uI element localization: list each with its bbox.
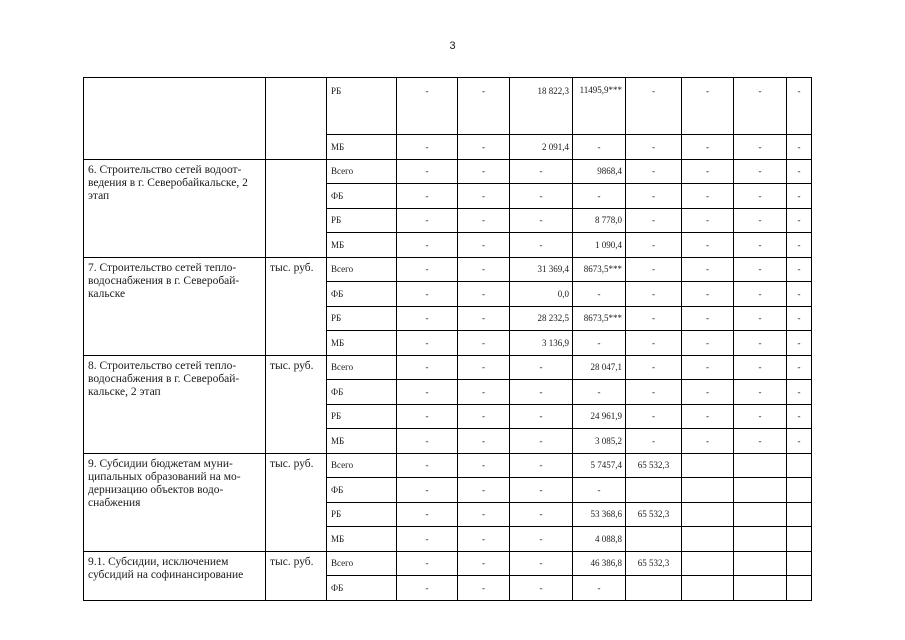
value-cell: -	[458, 135, 510, 160]
value-cell	[734, 478, 787, 503]
value-cell: -	[458, 429, 510, 454]
measure-name-cell	[84, 78, 266, 160]
table-row	[84, 453, 812, 478]
funding-source-cell: Всего	[327, 453, 397, 478]
value-cell: -	[682, 355, 734, 380]
value-cell: 3 085,2	[573, 429, 626, 454]
value-cell	[734, 576, 787, 601]
value-cell: -	[626, 184, 682, 209]
measure-name-cell: 7. Строительство сетей тепло-водоснабжения в г. Северобай-кальске	[84, 257, 266, 355]
value-cell: 8673,5***	[573, 306, 626, 331]
value-cell: -	[682, 429, 734, 454]
value-cell	[734, 502, 787, 527]
value-cell: -	[682, 380, 734, 405]
value-cell: -	[397, 527, 458, 552]
unit-cell: тыс. руб.	[266, 355, 327, 453]
value-cell: -	[787, 306, 812, 331]
value-cell: -	[787, 208, 812, 233]
value-cell: -	[458, 306, 510, 331]
value-cell: -	[787, 159, 812, 184]
funding-source-cell: РБ	[327, 502, 397, 527]
value-cell: -	[626, 429, 682, 454]
value-cell: -	[787, 429, 812, 454]
value-cell: -	[397, 233, 458, 258]
funding-source-cell: МБ	[327, 135, 397, 160]
value-cell: 2 091,4	[510, 135, 573, 160]
value-cell: 4 088,8	[573, 527, 626, 552]
value-cell: -	[458, 404, 510, 429]
value-cell: -	[573, 135, 626, 160]
value-cell: 65 532,3	[626, 551, 682, 576]
value-cell: -	[626, 282, 682, 307]
value-cell: -	[682, 78, 734, 135]
funding-source-cell: МБ	[327, 331, 397, 356]
value-cell: -	[510, 527, 573, 552]
value-cell: -	[787, 282, 812, 307]
value-cell: -	[682, 404, 734, 429]
value-cell: -	[458, 576, 510, 601]
value-cell: -	[734, 233, 787, 258]
value-cell: 18 822,3	[510, 78, 573, 135]
value-cell: -	[397, 355, 458, 380]
value-cell: -	[626, 233, 682, 258]
value-cell: 28 047,1	[573, 355, 626, 380]
funding-source-cell: МБ	[327, 527, 397, 552]
value-cell	[626, 576, 682, 601]
funding-source-cell: МБ	[327, 233, 397, 258]
value-cell: -	[510, 159, 573, 184]
measure-name-cell: 9. Субсидии бюджетам муни-ципальных образований на мо-дернизацию объектов водо-снабжения	[84, 453, 266, 551]
value-cell: -	[626, 355, 682, 380]
value-cell: -	[397, 306, 458, 331]
table-row	[84, 78, 812, 135]
value-cell: -	[458, 233, 510, 258]
value-cell: -	[397, 502, 458, 527]
value-cell: -	[787, 331, 812, 356]
budget-table	[83, 77, 812, 601]
value-cell: -	[458, 78, 510, 135]
value-cell: -	[626, 135, 682, 160]
funding-source-cell: ФБ	[327, 282, 397, 307]
value-cell: -	[682, 208, 734, 233]
table-row	[84, 551, 812, 576]
value-cell: -	[458, 478, 510, 503]
value-cell: -	[458, 355, 510, 380]
value-cell: -	[734, 135, 787, 160]
value-cell: -	[734, 257, 787, 282]
value-cell: -	[397, 257, 458, 282]
value-cell	[682, 453, 734, 478]
funding-source-cell: РБ	[327, 208, 397, 233]
value-cell: -	[458, 380, 510, 405]
value-cell: -	[397, 380, 458, 405]
funding-source-cell: ФБ	[327, 576, 397, 601]
value-cell: -	[458, 502, 510, 527]
value-cell	[626, 478, 682, 503]
value-cell: -	[626, 380, 682, 405]
funding-source-cell: ФБ	[327, 184, 397, 209]
value-cell: -	[682, 159, 734, 184]
page-number: 3	[449, 40, 456, 52]
table-row	[84, 355, 812, 380]
value-cell: 5 7457,4	[573, 453, 626, 478]
value-cell: -	[573, 380, 626, 405]
value-cell: -	[458, 551, 510, 576]
value-cell	[682, 527, 734, 552]
value-cell: -	[787, 78, 812, 135]
measure-name-cell: 6. Строительство сетей водоот-ведения в г. Северобайкальске, 2 этап	[84, 159, 266, 257]
value-cell: 24 961,9	[573, 404, 626, 429]
value-cell: -	[734, 208, 787, 233]
value-cell: -	[510, 380, 573, 405]
value-cell: 31 369,4	[510, 257, 573, 282]
value-cell: -	[397, 135, 458, 160]
value-cell: -	[397, 159, 458, 184]
value-cell: -	[787, 184, 812, 209]
value-cell	[682, 551, 734, 576]
value-cell: -	[573, 331, 626, 356]
value-cell: -	[682, 233, 734, 258]
funding-source-cell: Всего	[327, 257, 397, 282]
unit-cell: тыс. руб.	[266, 551, 327, 600]
value-cell: 46 386,8	[573, 551, 626, 576]
value-cell	[734, 453, 787, 478]
value-cell	[734, 527, 787, 552]
value-cell: -	[573, 478, 626, 503]
value-cell: -	[734, 355, 787, 380]
value-cell	[682, 502, 734, 527]
value-cell: 3 136,9	[510, 331, 573, 356]
table-row	[84, 257, 812, 282]
value-cell: -	[397, 282, 458, 307]
value-cell: 8 778,0	[573, 208, 626, 233]
value-cell: 65 532,3	[626, 453, 682, 478]
funding-source-cell: Всего	[327, 159, 397, 184]
funding-source-cell: МБ	[327, 429, 397, 454]
value-cell: -	[510, 502, 573, 527]
value-cell: -	[510, 184, 573, 209]
value-cell: -	[734, 159, 787, 184]
unit-cell: тыс. руб.	[266, 453, 327, 551]
measure-name-cell: 9.1. Субсидии, исключением субсидий на софинансирование	[84, 551, 266, 600]
value-cell: -	[510, 478, 573, 503]
value-cell: -	[510, 355, 573, 380]
value-cell: -	[734, 404, 787, 429]
measure-name-cell: 8. Строительство сетей тепло-водоснабжения в г. Северобай-кальске, 2 этап	[84, 355, 266, 453]
funding-source-cell: ФБ	[327, 478, 397, 503]
table-row	[84, 159, 812, 184]
value-cell: 28 232,5	[510, 306, 573, 331]
value-cell: -	[397, 429, 458, 454]
value-cell: -	[787, 233, 812, 258]
value-cell: -	[510, 429, 573, 454]
value-cell	[787, 502, 812, 527]
value-cell: -	[734, 184, 787, 209]
value-cell: 0,0	[510, 282, 573, 307]
value-cell	[787, 576, 812, 601]
value-cell: -	[573, 576, 626, 601]
funding-source-cell: Всего	[327, 551, 397, 576]
funding-source-cell: ФБ	[327, 380, 397, 405]
value-cell: -	[397, 576, 458, 601]
value-cell	[682, 478, 734, 503]
value-cell: 9868,4	[573, 159, 626, 184]
value-cell	[787, 527, 812, 552]
value-cell: -	[682, 135, 734, 160]
value-cell: -	[397, 78, 458, 135]
value-cell: -	[458, 184, 510, 209]
value-cell: -	[626, 159, 682, 184]
value-cell: -	[626, 78, 682, 135]
value-cell	[626, 527, 682, 552]
value-cell: -	[734, 331, 787, 356]
value-cell: 53 368,6	[573, 502, 626, 527]
unit-cell	[266, 159, 327, 257]
value-cell: -	[787, 135, 812, 160]
value-cell: 1 090,4	[573, 233, 626, 258]
value-cell: -	[682, 282, 734, 307]
value-cell: -	[510, 404, 573, 429]
value-cell: -	[458, 453, 510, 478]
value-cell: -	[397, 453, 458, 478]
value-cell: -	[510, 233, 573, 258]
value-cell	[787, 453, 812, 478]
value-cell: 11495,9***	[573, 78, 626, 135]
value-cell: -	[626, 208, 682, 233]
value-cell: -	[734, 78, 787, 135]
value-cell: -	[787, 355, 812, 380]
value-cell: -	[787, 380, 812, 405]
unit-cell	[266, 78, 327, 160]
funding-source-cell: РБ	[327, 78, 397, 135]
value-cell: -	[626, 257, 682, 282]
value-cell: -	[397, 184, 458, 209]
value-cell: -	[734, 306, 787, 331]
value-cell: -	[787, 404, 812, 429]
value-cell: -	[573, 282, 626, 307]
value-cell: -	[397, 404, 458, 429]
value-cell: -	[397, 551, 458, 576]
value-cell: -	[510, 551, 573, 576]
value-cell: -	[510, 208, 573, 233]
value-cell: -	[458, 159, 510, 184]
value-cell: -	[787, 257, 812, 282]
unit-cell: тыс. руб.	[266, 257, 327, 355]
value-cell: -	[397, 478, 458, 503]
value-cell	[734, 551, 787, 576]
value-cell: -	[397, 331, 458, 356]
value-cell: -	[626, 306, 682, 331]
value-cell: -	[510, 576, 573, 601]
value-cell: -	[682, 306, 734, 331]
value-cell: 8673,5***	[573, 257, 626, 282]
value-cell	[682, 576, 734, 601]
value-cell: -	[734, 429, 787, 454]
funding-source-cell: Всего	[327, 355, 397, 380]
value-cell: -	[734, 282, 787, 307]
value-cell	[787, 478, 812, 503]
value-cell: -	[734, 380, 787, 405]
value-cell: -	[458, 527, 510, 552]
value-cell: -	[397, 208, 458, 233]
value-cell: -	[682, 331, 734, 356]
value-cell: -	[458, 331, 510, 356]
value-cell: -	[626, 404, 682, 429]
value-cell: -	[626, 331, 682, 356]
value-cell: -	[510, 453, 573, 478]
funding-source-cell: РБ	[327, 404, 397, 429]
value-cell: -	[458, 257, 510, 282]
value-cell: -	[682, 184, 734, 209]
value-cell: -	[682, 257, 734, 282]
value-cell: -	[458, 282, 510, 307]
value-cell: -	[573, 184, 626, 209]
value-cell	[787, 551, 812, 576]
funding-source-cell: РБ	[327, 306, 397, 331]
value-cell: -	[458, 208, 510, 233]
value-cell: 65 532,3	[626, 502, 682, 527]
